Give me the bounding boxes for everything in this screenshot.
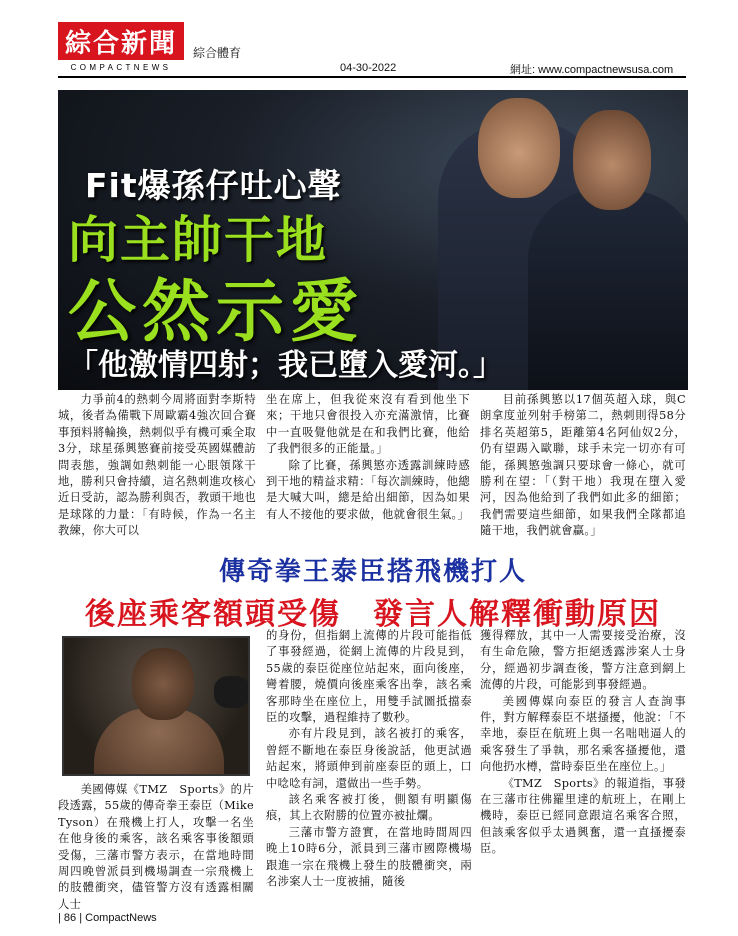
masthead-subtitle: COMPACTNEWS	[70, 63, 172, 72]
hero-headline-1: 向主帥干地	[68, 211, 328, 269]
paragraph: 美國傳媒向泰臣的發言人查詢事件，對方解釋泰臣不堪搔擾，他說：「不幸地，泰臣在航班上與一名咄咄逼人的乘客發生了爭執，那名乘客搔擾他，還向他扔水樽，當時泰臣坐在座位上。」	[480, 694, 686, 774]
coach-figure	[528, 190, 688, 390]
coach-head	[573, 110, 651, 210]
paragraph: 除了比賽，孫興慜亦透露訓練時感到干地的精益求精：「每次訓練時，他總是大喊大叫，總是給出細節，因為如果有人不接他的要求做，他就會很生氣。」	[266, 458, 470, 521]
boxer-head	[132, 648, 194, 720]
paragraph: 坐在席上，但我從來沒有看到他坐下來；干地只會很投入亦充滿激情，比賽中一直吸覺他就是在和我們比賽，他給了我們很多的正能量。」	[266, 393, 470, 456]
hero-headline-2: 公然示愛	[68, 273, 365, 352]
paragraph: 獲得釋放，其中一人需要接受治療，沒有生命危險，警方拒絕透露涉案人士身分，經過初步調查後，警方注意到網上流傳的片段，可能影到事發經過。	[480, 629, 686, 692]
paragraph: 亦有片段見到，該名被打的乘客，曾經不斷地在泰臣身後說話，他更試過站起來，將頭伸到前座泰臣的頭上，口中唸唸有詞，還做出一些手勢。	[266, 727, 472, 790]
article2-column-1	[58, 782, 254, 913]
article1-column-2	[266, 392, 470, 523]
player-head	[478, 98, 560, 198]
paragraph: 三藩市警方證實，在當地時間周四晚上10時6分，派員到三藩市國際機場跟進一宗在飛機上發生的肢體衝突，兩名涉案人士一度被捕，隨後	[266, 825, 472, 889]
masthead-logo: 綜合新聞	[58, 22, 184, 60]
header-rule	[58, 76, 686, 78]
article2-column-3	[480, 628, 686, 858]
tyson-photo	[62, 636, 250, 776]
issue-date: 04-30-2022	[340, 62, 397, 74]
article1-column-3	[480, 392, 686, 540]
paragraph: 的身份，但指網上流傳的片段可能指低了事發經過，從網上流傳的片段見到，55歲的泰臣從座位站起來，面向後座，彎着腰，燒價向後座乘客出拳，該名乘客那時坐在座位上，用雙手試圖抵擋泰臣的攻擊，過程維持了數秒。	[266, 629, 472, 725]
paragraph: 力爭前4的熱刺今周將面對李斯特城，後者為備戰下周歐霸4強次回合賽事預料將輪換，熱刺似乎有機可乘全取3分，球星孫興慜賽前接受英國媒體訪問表態，強調如熱刺能一心眼領隊干地，勝利只會持續，這名熱刺進攻核心近日受訪，認為勝利與否，教頭干地也是球隊的力量：「有時候，作為一名主教練，你大可以	[58, 393, 256, 538]
bystander-mask	[214, 676, 250, 708]
article2-headline: 傳奇拳王泰臣搭飛機打人	[218, 557, 527, 587]
page-footer: | 86 | CompactNews	[58, 912, 157, 924]
paragraph: 該名乘客被打後，側額有明顯傷痕，其上衣附勝的位置亦被扯爛。	[266, 793, 472, 823]
paragraph: 美國傳媒《TMZ Sports》的片段透露，55歲的傳奇拳王泰臣（Mike Tyson）在飛機上打人，攻擊一名坐在他身後的乘客，該名乘客事後額頭受傷，三藩市警方表示，在當地時間周四晚曾派員到機場調查一宗飛機上的肢體衝突，儘管警方沒有透露相關人士	[58, 783, 254, 911]
hero-quote: 「他激情四射；我已墮入愛河。」	[68, 348, 503, 383]
article2-column-2	[266, 628, 472, 891]
paragraph: 目前孫興慜以17個英超入球，與C朗拿度並列射手榜第二，熱刺則得58分排名英超第5，距離第4名阿仙奴2分，仍有望踢入歐聯，球手未完一切亦有可能，孫興慜強調只要球會一條心，就可勝利在望：「（對干地）我現在墮入愛河，因為他給到了我們如此多的細節；我們需要這些細節，如果我們全隊都追隨干地，我們就會贏。」	[480, 393, 686, 538]
hero-kicker: Fit爆孫仔吐心聲	[85, 166, 342, 205]
article1-column-1	[58, 392, 256, 540]
section-label: 綜合體育	[193, 46, 242, 60]
paragraph: 《TMZ Sports》的報道指，事發在三藩市往佛羅里達的航班上，在剛上機時，泰臣已經同意跟這名乘客合照，但該乘客似乎太過興奮，還一直搔擾泰臣。	[480, 776, 686, 856]
website-address: 網址: www.compactnewsusa.com	[510, 64, 674, 76]
article2-subheadline: 後座乘客額頭受傷 發言人解釋衝動原因	[85, 597, 661, 632]
